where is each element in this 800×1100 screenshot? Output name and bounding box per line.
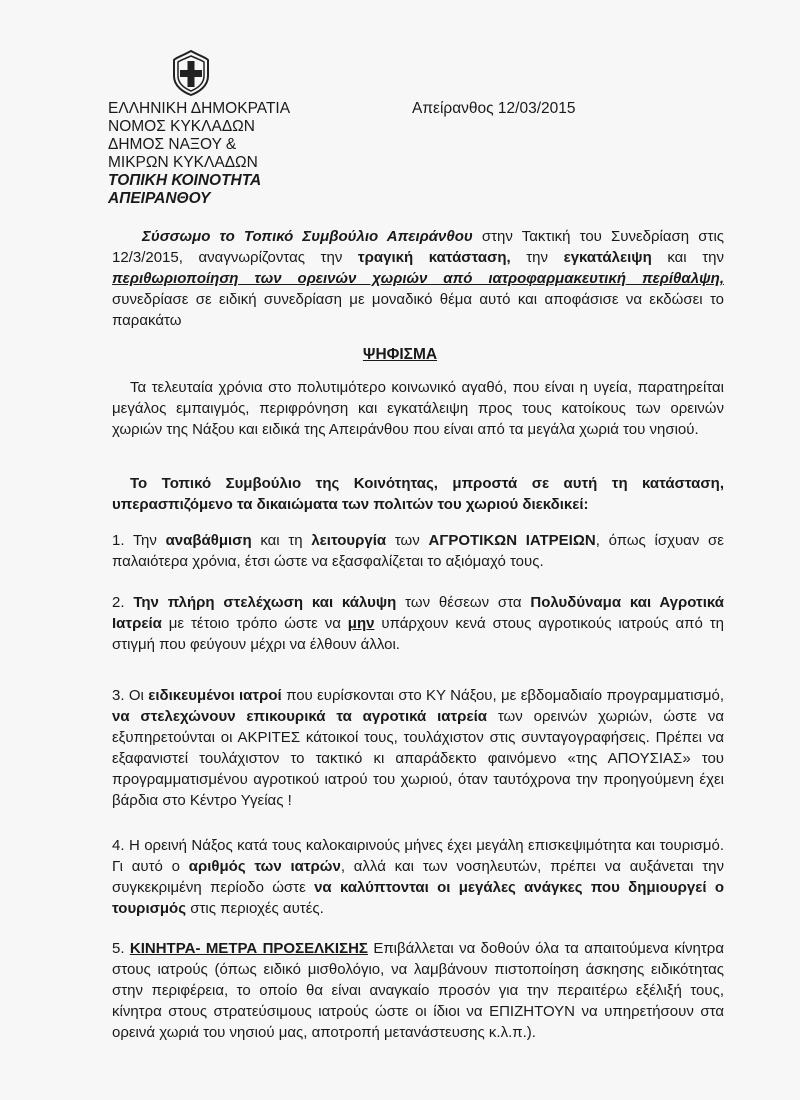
demand-item-4: 4. Η ορεινή Νάξος κατά τους καλοκαιρινούς μήνες έχει μεγάλη επισκεψιμότητα και τουρισμό. Γι αυτό ο αριθμός των ιατρών, αλλά και των νοσηλευτών, πρέπει να αυξάνεται την συγκεκριμένη περίοδο ώστε να καλύπτονται οι μεγάλες ανάγκες που δημιουργεί ο τουρισμός στις περιοχές αυτές. — [112, 837, 725, 917]
demand-item-1: 1. Την αναβάθμιση και τη λειτουργία των ΑΓΡΟΤΙΚΩΝ ΙΑΤΡΕΙΩΝ, όπως ίσχυαν σε παλαιότερα χρόνια, έτσι ώστε να εξασφαλίζεται το αξιόμαχό τους. — [112, 532, 724, 570]
header-line: ΔΗΜΟΣ ΝΑΞΟΥ & — [108, 136, 237, 153]
demand-item-2: 2. Την πλήρη στελέχωση και κάλυψη των θέσεων στα Πολυδύναμα και Αγροτικά Ιατρεία με τέτοιο τρόπο ώστε να μην υπάρχουν κενά στους αγροτικούς ιατρούς από τη στιγμή που φεύγουν μέχρι να έλθουν άλλοι. — [112, 594, 724, 653]
community-line: ΤΟΠΙΚΗ ΚΟΙΝΟΤΗΤΑ — [108, 172, 262, 189]
community-line: ΑΠΕΙΡΑΝΘΟΥ — [108, 190, 211, 207]
header-line: ΕΛΛΗΝΙΚΗ ΔΗΜΟΚΡΑΤΙΑ — [108, 100, 291, 117]
resolution-title: ΨΗΦΙΣΜΑ — [362, 346, 438, 363]
demand-item-5: 5. ΚΙΝΗΤΡΑ- ΜΕΤΡΑ ΠΡΟΣΕΛΚΙΣΗΣ Επιβάλλεται να δοθούν όλα τα απαιτούμενα κίνητρα στους ιατρούς (όπως ειδικό μισθολόγιο, να λαμβάνουν πιστοποίηση άσκησης ειδικότητας στην περιφέρεια, το οποίο θα είναι αναγκαίο προσόν για την περαιτέρω εξέλιξή τους, κίνητρα στους στρατεύσιμους ιατρούς ώστε οι ίδιοι να ΕΠΙΖΗΤΟΥΝ να υπηρετήσουν στα ορεινά χωριά του νησιού μας, αποτροπή μετανάστευσης κ.λ.π.). — [112, 940, 724, 1041]
header-line: ΝΟΜΟΣ ΚΥΚΛΑΔΩΝ — [108, 118, 255, 135]
demand-item-3: 3. Οι ειδικευμένοι ιατροί που ευρίσκονται στο ΚΥ Νάξου, με εβδομαδιαίο προγραμματισμό, να στελεχώνουν επικουρικά τα αγροτικά ιατρεία των ορεινών χωριών, ώστε να εξυπηρετούνται οι ΑΚΡΙΤΕΣ κάτοικοί τους, τουλάχιστον στις συνταγογραφήσεις. Πρέπει να εξαφανιστεί τουλάχιστον το τακτικό κι απαράδεκτο φαινόμενο «της ΑΠΟΥΣΙΑΣ» του προγραμματισμένου αγροτικού ιατρού του χωριού, όταν ταυτόχρονα την προηγούμενη έχει βάρδια στο Κέντρο Υγείας ! — [112, 687, 724, 809]
demand-paragraph: Το Τοπικό Συμβούλιο της Κοινότητας, μπροστά σε αυτή τη κατάσταση, υπερασπιζόμενο τα δικαιώματα των πολιτών του χωριού διεκδικεί: — [112, 475, 724, 513]
intro-paragraph: Σύσσωμο το Τοπικό Συμβούλιο Απειράνθου στην Τακτική του Συνεδρίαση στις 12/3/2015, αναγνωρίζοντας την τραγική κατάσταση, την εγκατάλειψη και την περιθωριοποίηση των ορεινών χωριών από ιατροφαρμακευτική περίθαλψη, συνεδρίασε σε ειδική συνεδρίαση με μοναδικό θέμα αυτό και αποφάσισε να εκδώσει το παρακάτω — [112, 228, 725, 329]
document-date: Απείρανθος 12/03/2015 — [412, 100, 576, 117]
issuer-header — [108, 100, 290, 208]
header-line: ΜΙΚΡΩΝ ΚΥΚΛΑΔΩΝ — [108, 154, 258, 171]
hellenic-republic-emblem-icon — [170, 50, 212, 96]
context-paragraph: Τα τελευταία χρόνια στο πολυτιμότερο κοινωνικό αγαθό, που είναι η υγεία, παρατηρείται μεγάλος εμπαιγμός, περιφρόνηση και εγκατάλειψη προς τους κατοίκους των ορεινών χωριών της Νάξου και ειδικά της Απειράνθου που είναι από τα μεγάλα χωριά του νησιού. — [112, 379, 724, 438]
